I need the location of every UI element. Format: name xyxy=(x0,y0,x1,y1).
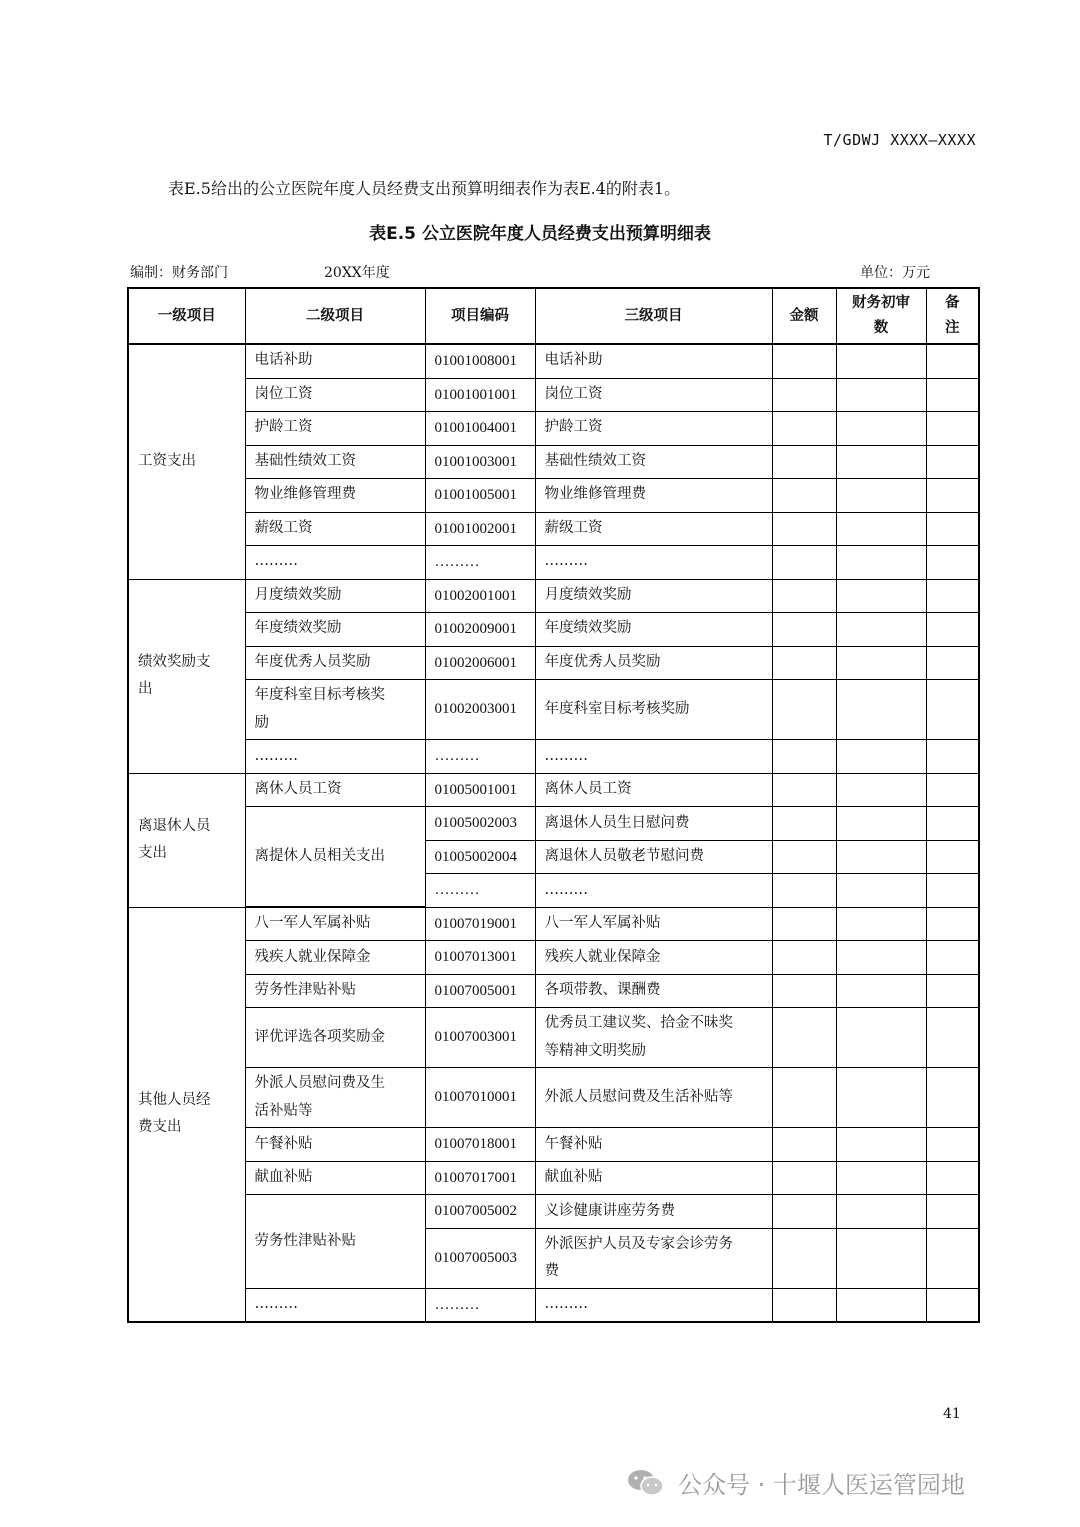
review-cell xyxy=(836,613,926,647)
note-cell xyxy=(926,1161,979,1195)
table-row xyxy=(128,773,979,807)
level3-cell: 八一军人军属补贴 xyxy=(535,907,772,941)
amount-cell xyxy=(772,1195,836,1229)
header-review-line2: 数 xyxy=(873,320,889,336)
level3-cell: 岗位工资 xyxy=(535,378,772,412)
code-cell: ……… xyxy=(425,874,535,908)
review-cell xyxy=(836,840,926,874)
table-row xyxy=(128,412,979,446)
group-other xyxy=(128,907,245,1322)
note-cell xyxy=(926,1288,979,1322)
group-salary: 工资支出 xyxy=(128,344,245,579)
level2-cell: 劳务性津贴补贴 xyxy=(245,1195,425,1289)
level3-cell: 年度优秀人员奖励 xyxy=(535,646,772,680)
code-cell: 01001003001 xyxy=(425,445,535,479)
table-row xyxy=(128,1195,979,1229)
table-row xyxy=(128,941,979,975)
header-level1: 一级项目 xyxy=(128,288,245,344)
review-cell xyxy=(836,1068,926,1128)
review-cell xyxy=(836,1008,926,1068)
level2-cell: 基础性绩效工资 xyxy=(245,445,425,479)
code-cell: 01007013001 xyxy=(425,941,535,975)
note-cell xyxy=(926,874,979,908)
note-cell xyxy=(926,907,979,941)
wechat-icon xyxy=(626,1468,666,1498)
level3-cell: 年度绩效奖励 xyxy=(535,613,772,647)
amount-cell xyxy=(772,546,836,580)
header-note-line2: 注 xyxy=(945,320,960,336)
group-performance xyxy=(128,579,245,773)
level3-cell: 薪级工资 xyxy=(535,512,772,546)
header-review xyxy=(836,288,926,344)
header-level2: 二级项目 xyxy=(245,288,425,344)
code-cell: 01007005001 xyxy=(425,974,535,1008)
code-cell: 01007010001 xyxy=(425,1068,535,1128)
note-cell xyxy=(926,512,979,546)
level2-cell: 八一军人军属补贴 xyxy=(245,907,425,941)
review-cell xyxy=(836,479,926,513)
level3-cell: 离退休人员生日慰问费 xyxy=(535,807,772,841)
code-cell: 01002003001 xyxy=(425,680,535,740)
code-cell: 01002001001 xyxy=(425,579,535,613)
level2-cell: 护龄工资 xyxy=(245,412,425,446)
code-cell: 01002006001 xyxy=(425,646,535,680)
level2-cell: 年度绩效奖励 xyxy=(245,613,425,647)
level2-line1: 外派人员慰问费及生 xyxy=(254,1075,385,1092)
review-cell xyxy=(836,1195,926,1229)
code-cell: ……… xyxy=(425,1288,535,1322)
note-cell xyxy=(926,680,979,740)
level2-cell: ……… xyxy=(245,1288,425,1322)
amount-cell xyxy=(772,445,836,479)
amount-cell xyxy=(772,874,836,908)
code-cell: 01007003001 xyxy=(425,1008,535,1068)
level2-line2: 励 xyxy=(254,714,269,731)
amount-cell xyxy=(772,613,836,647)
code-cell: 01005002003 xyxy=(425,807,535,841)
table-title: 表E.5 公立医院年度人员经费支出预算明细表 xyxy=(369,224,711,244)
level3-cell: 年度科室目标考核奖励 xyxy=(535,680,772,740)
level3-cell: 各项带教、课酬费 xyxy=(535,974,772,1008)
level3-cell: 月度绩效奖励 xyxy=(535,579,772,613)
level2-cell: 物业维修管理费 xyxy=(245,479,425,513)
table-row xyxy=(128,1288,979,1322)
level3-line2: 费 xyxy=(544,1263,559,1280)
amount-cell xyxy=(772,1008,836,1068)
amount-cell xyxy=(772,344,836,378)
header-review-line1: 财务初审 xyxy=(852,295,910,312)
review-cell xyxy=(836,941,926,975)
amount-cell xyxy=(772,1068,836,1128)
code-cell: 01001002001 xyxy=(425,512,535,546)
level3-cell: 基础性绩效工资 xyxy=(535,445,772,479)
group-retiree-line2: 支出 xyxy=(138,845,167,862)
level2-cell: 离休人员工资 xyxy=(245,773,425,807)
review-cell xyxy=(836,412,926,446)
note-cell xyxy=(926,974,979,1008)
amount-cell xyxy=(772,479,836,513)
amount-cell xyxy=(772,740,836,774)
amount-cell xyxy=(772,907,836,941)
review-cell xyxy=(836,378,926,412)
group-performance-line2: 出 xyxy=(138,681,153,698)
level3-cell: 外派人员慰问费及生活补贴等 xyxy=(535,1068,772,1128)
review-cell xyxy=(836,773,926,807)
amount-cell xyxy=(772,412,836,446)
amount-cell xyxy=(772,840,836,874)
table-row xyxy=(128,479,979,513)
review-cell xyxy=(836,344,926,378)
amount-cell xyxy=(772,807,836,841)
review-cell xyxy=(836,974,926,1008)
watermark-text: 公众号 · 十堰人医运管园地 xyxy=(678,1471,965,1499)
level3-cell: ……… xyxy=(535,546,772,580)
review-cell xyxy=(836,740,926,774)
page-number: 41 xyxy=(943,1406,961,1422)
note-cell xyxy=(926,479,979,513)
level2-cell: 评优评选各项奖励金 xyxy=(245,1008,425,1068)
group-retiree-line1: 离退休人员 xyxy=(138,817,211,834)
level2-cell: 电话补助 xyxy=(245,344,425,378)
year-label: 20XX年度 xyxy=(324,265,390,281)
review-cell xyxy=(836,445,926,479)
header-row xyxy=(128,288,979,344)
note-cell xyxy=(926,613,979,647)
review-cell xyxy=(836,546,926,580)
note-cell xyxy=(926,412,979,446)
review-cell xyxy=(836,646,926,680)
level3-line1: 优秀员工建议奖、拾金不昧奖 xyxy=(544,1015,733,1032)
review-cell xyxy=(836,512,926,546)
table-row xyxy=(128,1128,979,1162)
code-cell: 01001005001 xyxy=(425,479,535,513)
review-cell xyxy=(836,874,926,908)
review-cell xyxy=(836,1228,926,1288)
level2-cell: 劳务性津贴补贴 xyxy=(245,974,425,1008)
review-cell xyxy=(836,1288,926,1322)
review-cell xyxy=(836,1161,926,1195)
level3-cell: 离退休人员敬老节慰问费 xyxy=(535,840,772,874)
level2-cell: 献血补贴 xyxy=(245,1161,425,1195)
amount-cell xyxy=(772,1161,836,1195)
note-cell xyxy=(926,579,979,613)
note-cell xyxy=(926,378,979,412)
note-cell xyxy=(926,1195,979,1229)
code-cell: 01001008001 xyxy=(425,344,535,378)
level2-cell: 薪级工资 xyxy=(245,512,425,546)
note-cell xyxy=(926,1128,979,1162)
level2-line1: 年度科室目标考核奖 xyxy=(254,687,385,703)
compiler-label: 编制：财务部门 xyxy=(130,265,228,281)
level2-cell xyxy=(245,1068,425,1128)
amount-cell xyxy=(772,680,836,740)
unit-label: 单位：万元 xyxy=(860,265,930,281)
note-cell xyxy=(926,740,979,774)
table-row xyxy=(128,579,979,613)
code-cell: 01002009001 xyxy=(425,613,535,647)
review-cell xyxy=(836,807,926,841)
table-row xyxy=(128,807,979,841)
level3-cell: 义诊健康讲座劳务费 xyxy=(535,1195,772,1229)
code-cell: 01005002004 xyxy=(425,840,535,874)
table-row xyxy=(128,1161,979,1195)
code-cell: 01001004001 xyxy=(425,412,535,446)
note-cell xyxy=(926,941,979,975)
group-performance-line1: 绩效奖励支 xyxy=(138,653,211,670)
level3-cell: 残疾人就业保障金 xyxy=(535,941,772,975)
code-cell: ……… xyxy=(425,740,535,774)
group-other-line2: 费支出 xyxy=(138,1119,182,1136)
note-cell xyxy=(926,546,979,580)
level3-cell: ……… xyxy=(535,874,772,908)
header-level3: 三级项目 xyxy=(535,288,772,344)
level3-cell: 离休人员工资 xyxy=(535,773,772,807)
review-cell xyxy=(836,907,926,941)
code-cell: 01007005003 xyxy=(425,1228,535,1288)
budget-table xyxy=(127,287,980,1323)
note-cell xyxy=(926,1228,979,1288)
code-cell: ……… xyxy=(425,546,535,580)
level3-line2: 等精神文明奖励 xyxy=(544,1042,646,1059)
watermark xyxy=(626,1465,965,1500)
code-cell: 01007019001 xyxy=(425,907,535,941)
amount-cell xyxy=(772,773,836,807)
table-row xyxy=(128,378,979,412)
table-row xyxy=(128,740,979,774)
table-row xyxy=(128,512,979,546)
code-cell: 01007018001 xyxy=(425,1128,535,1162)
level2-cell: ……… xyxy=(245,546,425,580)
amount-cell xyxy=(772,512,836,546)
level3-cell: 护龄工资 xyxy=(535,412,772,446)
intro-text: 表E.5给出的公立医院年度人员经费支出预算明细表作为表E.4的附表1。 xyxy=(168,179,681,198)
level2-cell: 月度绩效奖励 xyxy=(245,579,425,613)
note-cell xyxy=(926,646,979,680)
amount-cell xyxy=(772,941,836,975)
header-note xyxy=(926,288,979,344)
amount-cell xyxy=(772,1228,836,1288)
table-row xyxy=(128,646,979,680)
code-cell: 01005001001 xyxy=(425,773,535,807)
header-note-line1: 备 xyxy=(945,295,960,312)
note-cell xyxy=(926,807,979,841)
group-other-line1: 其他人员经 xyxy=(138,1091,211,1108)
level2-cell: 残疾人就业保障金 xyxy=(245,941,425,975)
note-cell xyxy=(926,1008,979,1068)
amount-cell xyxy=(772,646,836,680)
level2-line2: 活补贴等 xyxy=(254,1102,313,1119)
level3-cell: 午餐补贴 xyxy=(535,1128,772,1162)
level3-cell: ……… xyxy=(535,740,772,774)
note-cell xyxy=(926,1068,979,1128)
level2-cell: 年度优秀人员奖励 xyxy=(245,646,425,680)
note-cell xyxy=(926,445,979,479)
table-row xyxy=(128,974,979,1008)
amount-cell xyxy=(772,1128,836,1162)
amount-cell xyxy=(772,579,836,613)
table-row xyxy=(128,344,979,378)
level2-cell: 午餐补贴 xyxy=(245,1128,425,1162)
document-code: T/GDWJ XXXX—XXXX xyxy=(823,131,976,149)
review-cell xyxy=(836,579,926,613)
group-retiree xyxy=(128,773,245,907)
table-row xyxy=(128,546,979,580)
table-row xyxy=(128,1008,979,1068)
review-cell xyxy=(836,680,926,740)
level3-cell xyxy=(535,1008,772,1068)
level3-cell xyxy=(535,1228,772,1288)
level3-cell: 献血补贴 xyxy=(535,1161,772,1195)
level3-line1: 外派医护人员及专家会诊劳务 xyxy=(544,1235,733,1252)
amount-cell xyxy=(772,378,836,412)
table-row xyxy=(128,445,979,479)
amount-cell xyxy=(772,974,836,1008)
code-cell: 01007005002 xyxy=(425,1195,535,1229)
table-row xyxy=(128,907,979,941)
amount-cell xyxy=(772,1288,836,1322)
note-cell xyxy=(926,773,979,807)
note-cell xyxy=(926,840,979,874)
level2-cell xyxy=(245,680,425,740)
header-code: 项目编码 xyxy=(425,288,535,344)
table-row xyxy=(128,613,979,647)
note-cell xyxy=(926,344,979,378)
level2-cell: 岗位工资 xyxy=(245,378,425,412)
level3-cell: 电话补助 xyxy=(535,344,772,378)
table-row xyxy=(128,680,979,740)
level3-cell: 物业维修管理费 xyxy=(535,479,772,513)
header-amount: 金额 xyxy=(772,288,836,344)
review-cell xyxy=(836,1128,926,1162)
level3-cell: ……… xyxy=(535,1288,772,1322)
table-row xyxy=(128,1068,979,1128)
level2-cell: 离提休人员相关支出 xyxy=(245,807,425,908)
level2-cell: ……… xyxy=(245,740,425,774)
code-cell: 01007017001 xyxy=(425,1161,535,1195)
code-cell: 01001001001 xyxy=(425,378,535,412)
